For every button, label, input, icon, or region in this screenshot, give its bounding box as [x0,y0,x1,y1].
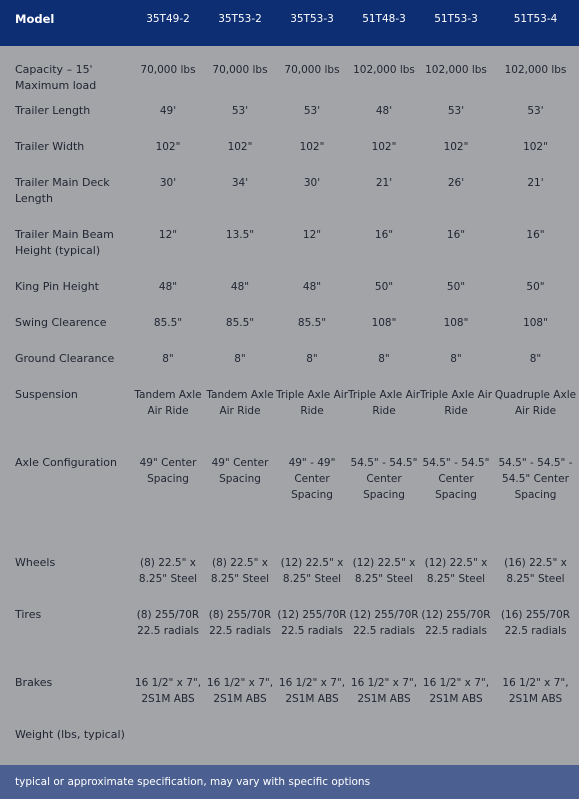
spec-cell: 30' [159,177,177,189]
spec-cell: Triple Axle Air Ride [348,389,421,417]
spec-cell: 16 1/2" x 7", 2S1M ABS [278,677,346,705]
spec-cell: 30' [303,177,321,189]
spec-cell: 102,000 lbs [504,64,567,76]
spec-cell: 53' [303,105,321,117]
spec-cell: Tandem Axle Air Ride [134,389,202,417]
spec-cell: 70,000 lbs [284,64,340,76]
spec-cell: 16 1/2" x 7", 2S1M ABS [350,677,418,705]
spec-cell: (12) 22.5" x 8.25" Steel [424,557,488,585]
spec-cell: 8" [162,353,174,365]
spec-cell: 8" [306,353,318,365]
model-header: 35T53-3 [276,0,348,46]
row-label: Tires [15,608,42,621]
row-label: King Pin Height [15,280,99,293]
spec-row [0,670,579,722]
row-label: Weight (lbs, typical) [15,728,125,741]
spec-cell: 13.5" [225,229,255,241]
row-label: Trailer Length [15,104,91,117]
spec-cell: 102" [155,141,181,153]
spec-cell: 49" Center Spacing [211,457,269,485]
model-header: 51T53-3 [420,0,492,46]
spec-cell: 16" [374,229,394,241]
spec-cell: (8) 22.5" x 8.25" Steel [138,557,198,585]
spec-row [0,170,579,222]
spec-cell: 102,000 lbs [353,64,415,76]
spec-cell: 102" [523,141,548,153]
spec-cell: 85.5" [153,317,183,329]
header-label: Model [0,0,132,46]
row-label: Swing Clearence [15,316,107,329]
spec-cell: 108" [523,317,548,329]
spec-cell: 16 1/2" x 7", 2S1M ABS [422,677,490,705]
spec-cell: 102,000 lbs [425,64,487,76]
spec-cell: (8) 255/70R 22.5 radials [136,609,200,637]
spec-row [0,134,579,170]
spec-cell: 48' [375,105,393,117]
spec-cell: 85.5" [225,317,255,329]
spec-cell: 16 1/2" x 7", 2S1M ABS [134,677,202,705]
spec-cell: 102" [371,141,397,153]
spec-row [0,222,579,274]
spec-cell: 12" [302,229,322,241]
spec-cell: 8" [450,353,462,365]
spec-cell: (12) 255/70R 22.5 radials [277,609,347,637]
spec-cell: 8" [378,353,390,365]
spec-cell [420,722,492,758]
spec-cell: 108" [443,317,469,329]
row-label: Trailer Main Deck Length [15,176,110,205]
row-label: Axle Configuration [15,456,117,469]
spec-row [0,450,579,550]
spec-cell: (12) 22.5" x 8.25" Steel [280,557,344,585]
spec-cell [132,722,204,758]
spec-cell: 48" [302,281,322,293]
spec-cell: Tandem Axle Air Ride [206,389,274,417]
spec-cell: (12) 255/70R 22.5 radials [349,609,419,637]
spec-row [0,98,579,134]
spec-cell: 12" [158,229,178,241]
spec-cell: (12) 22.5" x 8.25" Steel [352,557,416,585]
spec-cell: 53' [231,105,249,117]
spec-cell: 54.5" - 54.5" Center Spacing [350,457,418,501]
spec-cell: (8) 255/70R 22.5 radials [208,609,272,637]
spec-cell: 50" [374,281,394,293]
spec-row [0,550,579,602]
spec-cell: 49" - 49" Center Spacing [288,457,336,501]
row-label: Brakes [15,676,53,689]
row-label: Wheels [15,556,56,569]
spec-cell: 108" [371,317,397,329]
spec-cell: 102" [227,141,253,153]
spec-row [0,722,579,758]
spec-cell: 54.5" - 54.5" - 54.5" Center Spacing [498,457,573,501]
model-header: 35T53-2 [204,0,276,46]
row-label: Trailer Main Beam Height (typical) [15,228,114,257]
spec-cell: 48" [230,281,250,293]
spec-cell [204,722,276,758]
spec-cell: 85.5" [297,317,327,329]
model-header: 35T49-2 [132,0,204,46]
spec-cell: 21' [375,177,393,189]
spec-cell: 16 1/2" x 7", 2S1M ABS [502,677,569,705]
spec-cell: 8" [529,353,542,365]
spec-cell: 26' [447,177,465,189]
row-label: Trailer Width [15,140,85,153]
spec-cell: 54.5" - 54.5" Center Spacing [422,457,490,501]
spec-cell: 102" [299,141,325,153]
spec-row [0,382,579,450]
footer-note: typical or approximate specification, may vary with specific options [0,765,579,799]
spec-cell: 102" [443,141,469,153]
spec-row [0,602,579,670]
spec-cell: 48" [158,281,178,293]
row-label: Capacity – 15' Maximum load [15,63,97,92]
spec-cell [276,722,348,758]
spec-cell: (12) 255/70R 22.5 radials [421,609,491,637]
spec-cell: 34' [231,177,249,189]
header-row [0,0,579,46]
spec-cell: (8) 22.5" x 8.25" Steel [210,557,270,585]
spec-cell: 53' [447,105,465,117]
spec-cell: 49" Center Spacing [139,457,197,485]
spec-cell: 53' [527,105,544,117]
spec-cell: 16 1/2" x 7", 2S1M ABS [206,677,274,705]
spec-cell: 70,000 lbs [212,64,268,76]
spec-cell: Triple Axle Air Ride [276,389,349,417]
spec-cell: 16" [526,229,545,241]
model-header: 51T48-3 [348,0,420,46]
spec-row [0,274,579,310]
spec-cell: (16) 255/70R 22.5 radials [500,609,571,637]
spec-cell [492,722,579,758]
spec-cell: 49' [159,105,177,117]
spec-cell: (16) 22.5" x 8.25" Steel [504,557,567,585]
spec-cell: 21' [527,177,544,189]
spec-cell: 16" [446,229,466,241]
model-header: 51T53-4 [492,0,579,46]
spec-row [0,310,579,346]
row-label: Suspension [15,388,78,401]
spec-row [0,46,579,98]
spec-cell [348,722,420,758]
spec-cell: 50" [526,281,545,293]
spec-cell: 8" [234,353,246,365]
row-label: Ground Clearance [15,352,115,365]
spec-cell: Quadruple Axle Air Ride [494,389,577,417]
spec-cell: 70,000 lbs [140,64,196,76]
spec-cell: Triple Axle Air Ride [420,389,493,417]
spec-cell: 50" [446,281,466,293]
spec-row [0,346,579,382]
